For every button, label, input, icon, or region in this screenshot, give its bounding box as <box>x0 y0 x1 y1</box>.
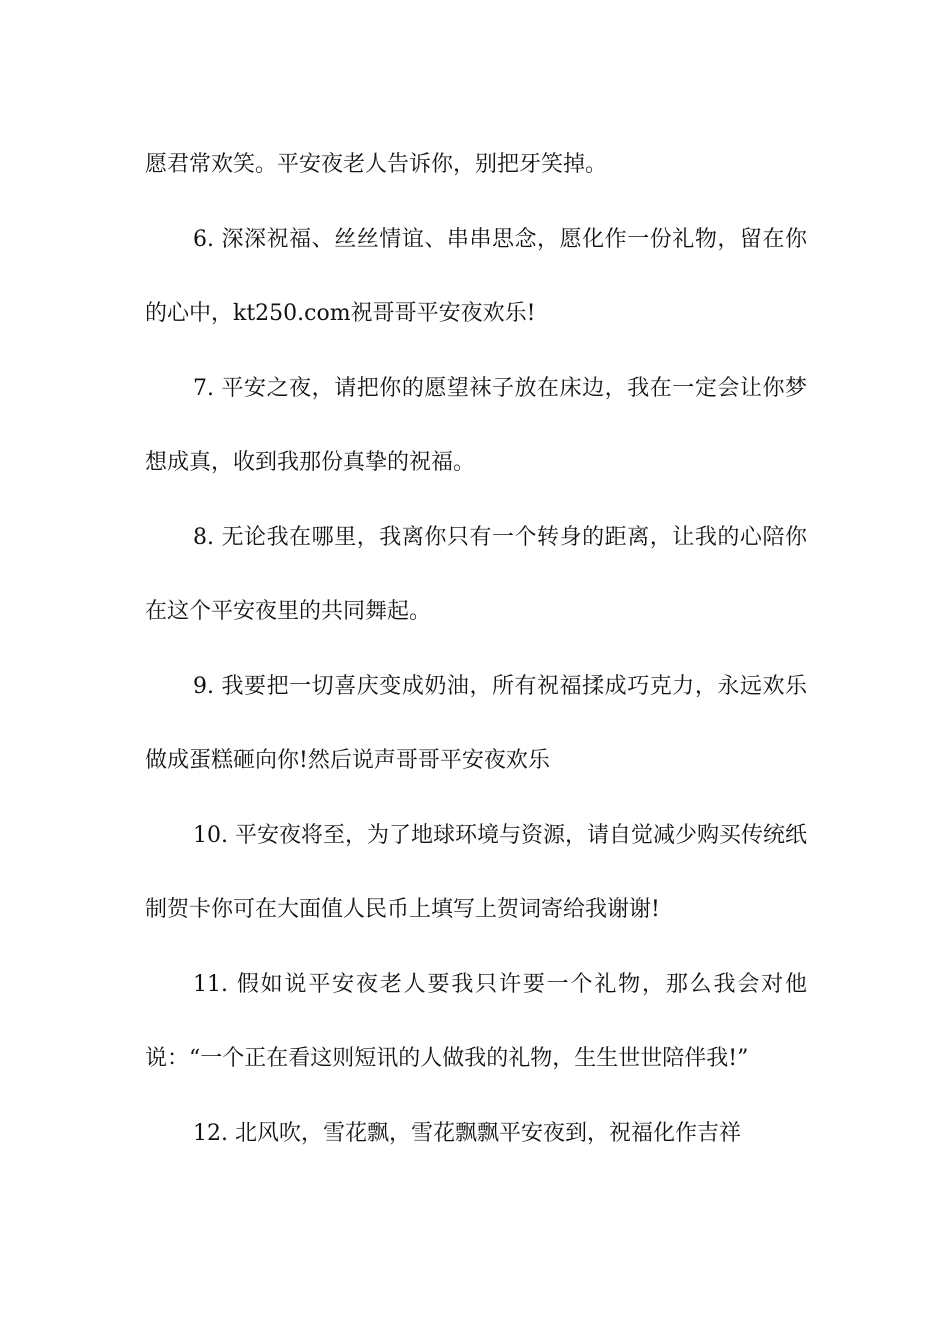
paragraph-item-9: 9. 我要把一切喜庆变成奶油，所有祝福揉成巧克力，永远欢乐做成蛋糕砸向你!然后说声哥哥平安夜欢乐 <box>145 673 807 773</box>
paragraph-item-11: 11. 假如说平安夜老人要我只许要一个礼物，那么我会对他说：“一个正在看这则短讯的人做我的礼物，生生世世陪伴我!” <box>145 971 807 1071</box>
paragraph-item-10: 10. 平安夜将至，为了地球环境与资源，请自觉减少购买传统纸制贺卡你可在大面值人民币上填写上贺词寄给我谢谢! <box>145 822 807 922</box>
paragraph-item-6: 6. 深深祝福、丝丝情谊、串串思念，愿化作一份礼物，留在你的心中，kt250.com祝哥哥平安夜欢乐! <box>145 226 807 326</box>
paragraph-item-7: 7. 平安之夜，请把你的愿望袜子放在床边，我在一定会让你梦想成真，收到我那份真挚的祝福。 <box>145 375 807 475</box>
paragraph-item-8: 8. 无论我在哪里，我离你只有一个转身的距离，让我的心陪你在这个平安夜里的共同舞起。 <box>145 524 807 624</box>
document-body <box>145 128 807 1171</box>
paragraph-continuation: 愿君常欢笑。平安夜老人告诉你，别把牙笑掉。 <box>145 152 608 177</box>
paragraph-item-12: 12. 北风吹，雪花飘，雪花飘飘平安夜到，祝福化作吉祥 <box>193 1120 741 1146</box>
